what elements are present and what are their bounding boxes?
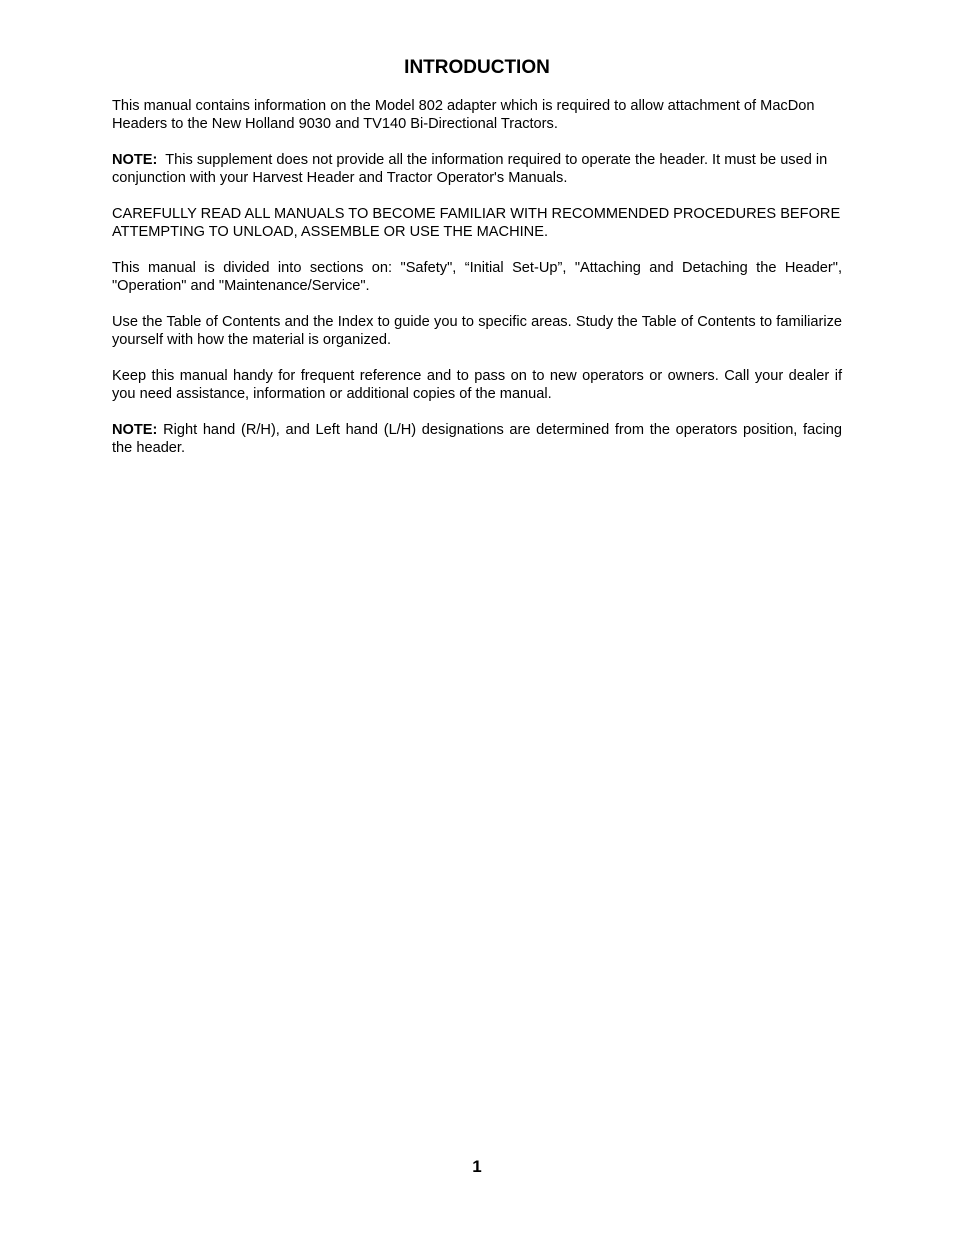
- note-text: Right hand (R/H), and Left hand (L/H) designations are determined from the operators position, facing the header.: [112, 422, 842, 456]
- note-text: This supplement does not provide all the information required to operate the header. It must be used in conjunction with your Harvest Header and Tractor Operator's Manuals.: [112, 152, 828, 186]
- keep-manual-paragraph: Keep this manual handy for frequent reference and to pass on to new operators or owners. Call your dealer if you need assistance, information or additional copies of the manual.: [112, 368, 842, 402]
- note-paragraph-supplement: [112, 151, 842, 187]
- page-number: 1: [472, 1157, 482, 1176]
- intro-paragraph: This manual contains information on the Model 802 adapter which is required to allow attachment of MacDon Headers to the New Holland 9030 and TV140 Bi-Directional Tractors.: [112, 98, 815, 132]
- page-title: INTRODUCTION: [404, 57, 550, 78]
- note-label: NOTE:: [112, 152, 158, 168]
- document-body: [112, 97, 842, 475]
- sections-paragraph: This manual is divided into sections on: "Safety", “Initial Set-Up”, "Attaching and Detaching the Header", "Operation" and "Maintenance/Service".: [112, 260, 842, 294]
- note-label: NOTE:: [112, 422, 158, 438]
- table-of-contents-paragraph: Use the Table of Contents and the Index to guide you to specific areas. Study the Table of Contents to familiarize yourself with how the material is organized.: [112, 314, 842, 348]
- note-paragraph-designations: [112, 421, 842, 457]
- warning-paragraph: CAREFULLY READ ALL MANUALS TO BECOME FAMILIAR WITH RECOMMENDED PROCEDURES BEFORE ATTEMPTING TO UNLOAD, ASSEMBLE OR USE THE MACHINE.: [112, 206, 841, 240]
